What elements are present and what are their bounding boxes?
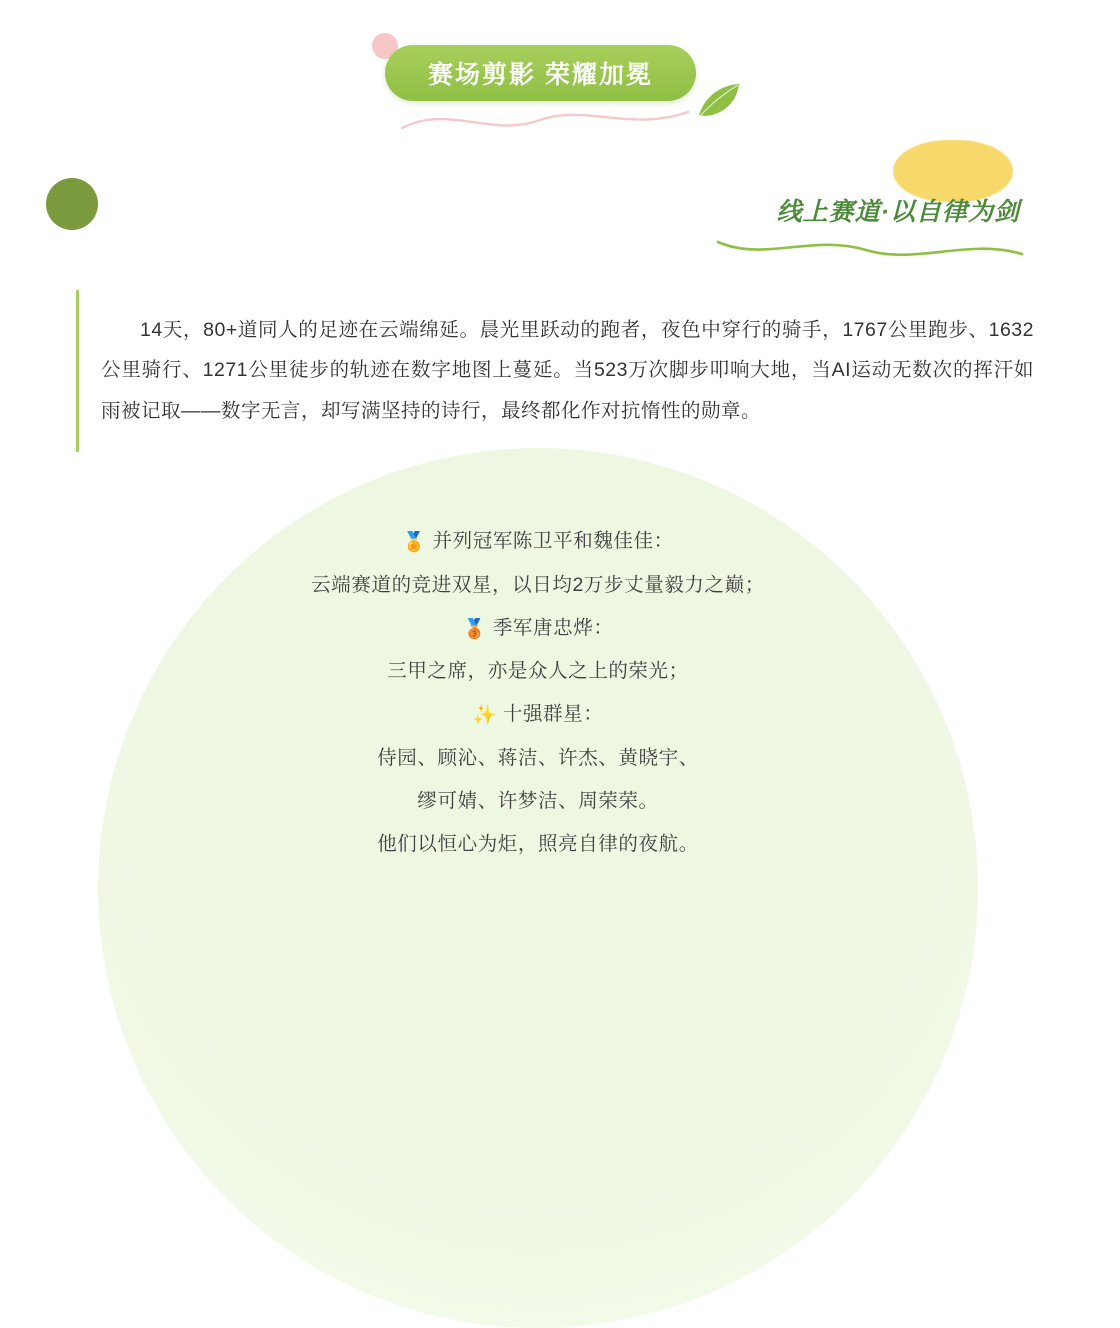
honours-line (98, 780, 978, 823)
honours-line-text: 三甲之席，亦是众人之上的荣光； (387, 660, 689, 683)
honours-line-text: 他们以恒心为炬，照亮自律的夜航。 (377, 832, 699, 855)
banner-title: 赛场剪影 荣耀加冕 (428, 61, 653, 89)
honours-line-text: 十强群星： (502, 703, 604, 726)
honours-line (98, 737, 978, 780)
medal-icon: 🏅 (402, 532, 427, 553)
honours-line (98, 607, 978, 651)
honours-list (98, 520, 978, 866)
honours-line-text: 季军唐忠烨： (492, 616, 614, 639)
pink-wave-decoration (400, 98, 690, 138)
section-subtitle: 线上赛道·以自律为剑 (776, 198, 1020, 226)
honours-line-text: 缪可婧、许梦洁、周荣荣。 (417, 790, 659, 813)
intro-block (76, 290, 1034, 452)
green-wave-decoration (716, 228, 1026, 268)
honours-line (98, 650, 978, 693)
leaf-icon (695, 82, 741, 118)
honours-line-text: 并列冠军陈卫平和魏佳佳： (432, 530, 674, 552)
honours-line (98, 564, 978, 607)
honours-line (98, 693, 978, 737)
green-dot-decoration (46, 178, 98, 230)
title-banner (385, 45, 696, 101)
medal-icon: 🥉 (462, 618, 487, 640)
honours-line (98, 823, 978, 866)
intro-paragraph: 14天，80+道同人的足迹在云端绵延。晨光里跃动的跑者，夜色中穿行的骑手，1767公里跑步、1632公里骑行、1271公里徒步的轨迹在数字地图上蔓延。当523万次脚步叩响大地，当AI运动无数次的挥汗如雨被记取——数字无言，却写满坚持的诗行，最终都化作对抗惰性的勋章。 (101, 318, 1034, 423)
honours-line (98, 520, 978, 564)
honours-line-text: 侍园、顾沁、蒋洁、许杰、黄晓宇、 (377, 747, 699, 770)
medal-icon: ✨ (472, 705, 497, 727)
honours-line-text: 云端赛道的竞进双星，以日均2万步丈量毅力之巅； (311, 573, 765, 596)
